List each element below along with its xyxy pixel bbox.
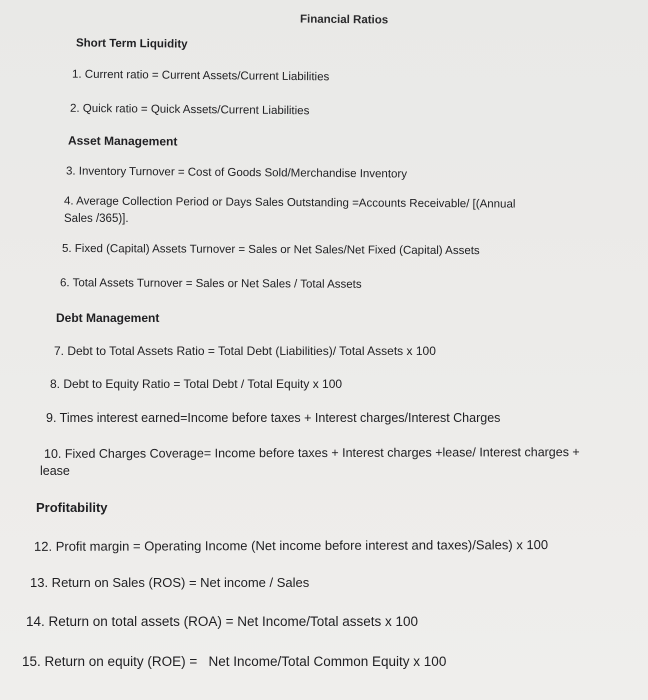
section-heading-profitability: Profitability [36, 500, 108, 515]
ratio-fixed-charges-coverage: 10. Fixed Charges Coverage= Income before taxes + Interest charges +lease/ Interest charges + [43, 445, 580, 461]
ratio-current: 1. Current ratio = Current Assets/Current Liabilities [71, 68, 330, 84]
section-heading-asset-management: Asset Management [67, 133, 178, 149]
ratio-return-on-total-assets: 14. Return on total assets (ROA) = Net Income/Total assets x 100 [26, 614, 419, 629]
ratio-debt-to-equity: 8. Debt to Equity Ratio = Total Debt / Total Equity x 100 [50, 377, 343, 391]
ratio-times-interest-earned: 9. Times interest earned=Income before taxes + Interest charges/Interest Charges [46, 411, 501, 425]
ratio-return-on-equity: 15. Return on equity (ROE) = Net Income/Total Common Equity x 100 [22, 654, 447, 669]
section-heading-short-term-liquidity: Short Term Liquidity [75, 37, 188, 51]
ratio-inventory-turnover: 3. Inventory Turnover = Cost of Goods Sold/Merchandise Inventory [65, 165, 408, 181]
ratio-return-on-sales: 13. Return on Sales (ROS) = Net income / Sales [30, 575, 310, 590]
ratio-average-collection-period: 4. Average Collection Period or Days Sales Outstanding =Accounts Receivable/ [(Annual [63, 195, 516, 211]
ratio-quick: 2. Quick ratio = Quick Assets/Current Liabilities [69, 102, 310, 118]
ratio-profit-margin: 12. Profit margin = Operating Income (Net income before interest and taxes)/Sales) x 100 [33, 537, 549, 554]
ratio-average-collection-period-cont: Sales /365)]. [64, 213, 129, 225]
ratio-debt-to-total-assets: 7. Debt to Total Assets Ratio = Total Debt (Liabilities)/ Total Assets x 100 [54, 344, 436, 358]
section-heading-debt-management: Debt Management [56, 311, 160, 325]
ratio-fixed-charges-coverage-cont: lease [40, 464, 70, 478]
ratio-fixed-assets-turnover: 5. Fixed (Capital) Assets Turnover = Sales or Net Sales/Net Fixed (Capital) Assets [61, 242, 480, 258]
ratio-total-assets-turnover: 6. Total Assets Turnover = Sales or Net Sales / Total Assets [59, 277, 362, 291]
document-title: Financial Ratios [299, 13, 389, 27]
